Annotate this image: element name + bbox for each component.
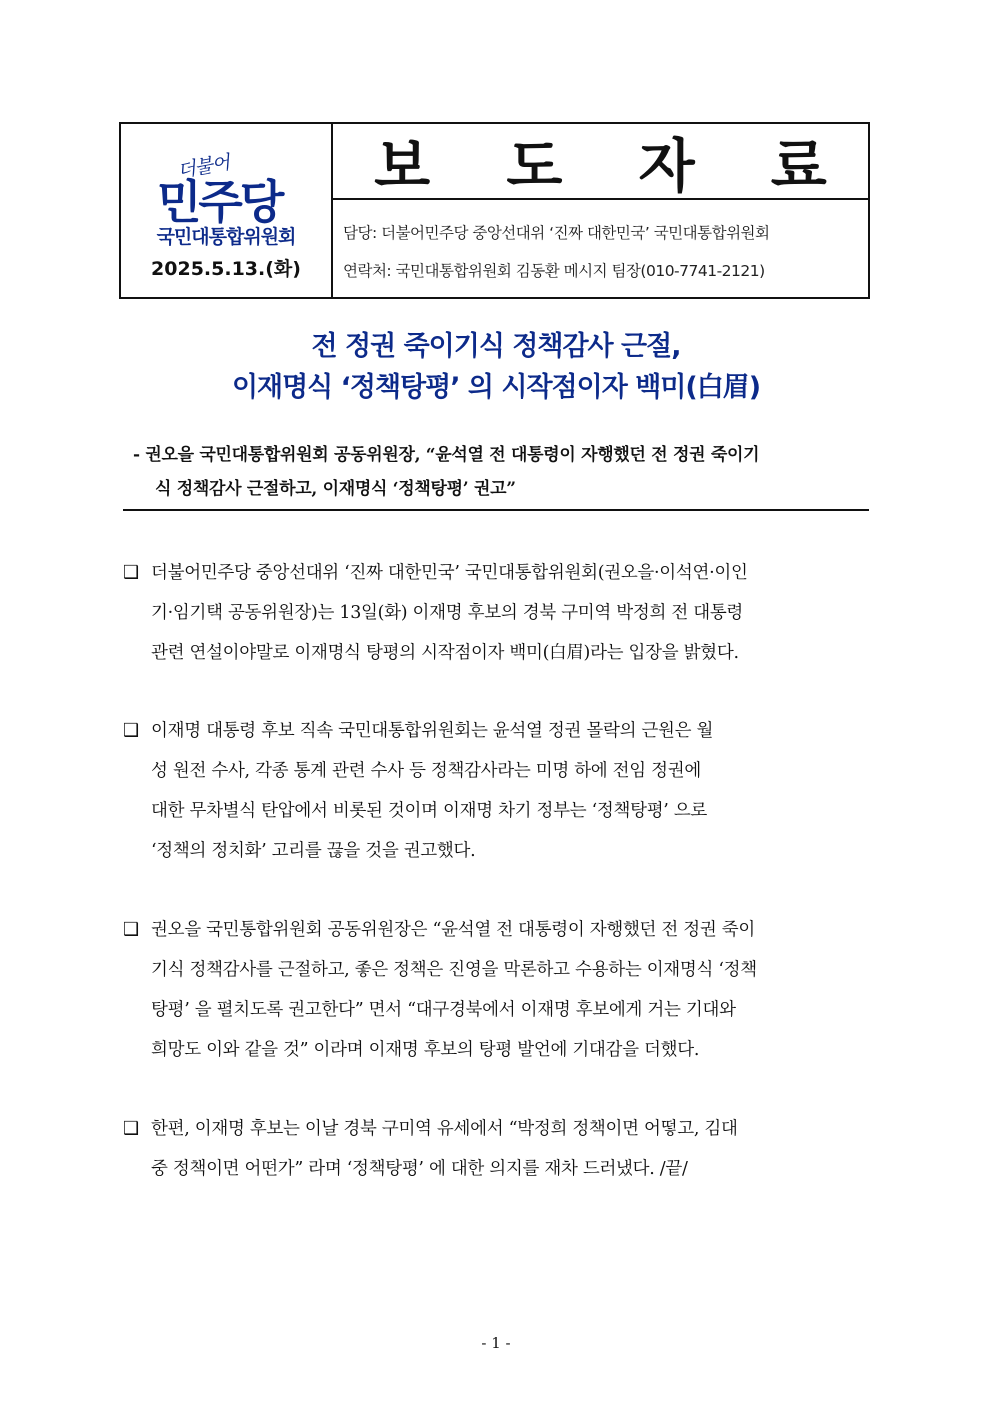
summary — [133, 438, 868, 506]
headline-line-1: 전 정권 죽이기식 정책감사 근절, — [311, 331, 681, 362]
checkbox-bullet-icon: ❑ — [123, 1118, 139, 1139]
committee-name: 국민대통합위원회 — [156, 226, 296, 248]
paragraph-3 — [123, 910, 873, 1070]
paragraph-line: ‘정책의 정치화’ 고리를 끊을 것을 권고했다. — [151, 841, 476, 861]
paragraph-line: 권오을 국민통합위원회 공동위원장은 “윤석열 전 대통령이 자행했던 전 정권 죽이 — [151, 920, 755, 940]
summary-divider — [123, 509, 869, 511]
paragraph-line: 희망도 이와 같을 것” 이라며 이재명 후보의 탕평 발언에 기대감을 더했다. — [151, 1040, 700, 1060]
paragraph-1 — [123, 553, 873, 673]
paragraph-line: 기식 정책감사를 근절하고, 좋은 정책은 진영을 막론하고 수용하는 이재명식 ‘정책 — [151, 960, 757, 980]
paragraph-4 — [123, 1109, 873, 1189]
page-number: - 1 - — [481, 1334, 511, 1352]
headline — [0, 326, 992, 408]
release-date: 2025.5.13.(화) — [151, 258, 301, 280]
paragraph-line: 대한 무차별식 탄압에서 비롯된 것이며 이재명 차기 정부는 ‘정책탕평’ 으로 — [151, 801, 708, 821]
paragraph-line: 기·임기택 공동위원장)는 13일(화) 이재명 후보의 경북 구미역 박정희 전 대통령 — [151, 603, 744, 623]
paragraph-line: 한편, 이재명 후보는 이날 경북 구미역 유세에서 “박정희 정책이면 어떻고, 김대 — [151, 1119, 738, 1139]
summary-line-1: - 권오을 국민대통합위원회 공동위원장, “윤석열 전 대통령이 자행했던 전 정권 죽이기 — [133, 445, 760, 465]
paragraph-2 — [123, 711, 873, 871]
party-logo-cell — [121, 124, 333, 297]
headline-line-2: 이재명식 ‘정책탕평’ 의 시작점이자 백미(白眉) — [231, 372, 761, 403]
paragraph-line: 중 정책이면 어떤가” 라며 ‘정책탕평’ 에 대한 의지를 재차 드러냈다. /끝/ — [151, 1159, 688, 1179]
checkbox-bullet-icon: ❑ — [123, 562, 139, 583]
paragraph-line: 더불어민주당 중앙선대위 ‘진짜 대한민국’ 국민대통합위원회(권오을·이석연·이인 — [151, 563, 748, 583]
summary-line-2: 식 정책감사 근절하고, 이재명식 ‘정책탕평’ 권고” — [155, 479, 516, 499]
press-header-box — [119, 122, 870, 299]
paragraph-line: 탕평’ 을 펼치도록 권고한다” 면서 “대구경북에서 이재명 후보에게 거는 기대와 — [151, 1000, 736, 1020]
paragraph-line: 이재명 대통령 후보 직속 국민대통합위원회는 윤석열 정권 몰락의 근원은 월 — [151, 721, 714, 741]
paragraph-line: 관련 연설이야말로 이재명식 탕평의 시작점이자 백미(白眉)라는 입장을 밝혔다. — [151, 643, 739, 663]
contact-line-manager: 담당: 더불어민주당 중앙선대위 ‘진짜 대한민국’ 국민대통합위원회 — [343, 224, 770, 242]
contact-line-phone: 연락처: 국민대통합위원회 김동환 메시지 팀장(010-7741-2121) — [343, 262, 765, 280]
logo-small-text: 더불어 — [175, 151, 231, 183]
checkbox-bullet-icon: ❑ — [123, 720, 139, 741]
paragraph-line: 성 원전 수사, 각종 통계 관련 수사 등 정책감사라는 미명 하에 전임 정권에 — [151, 761, 701, 781]
contact-info — [333, 200, 868, 290]
party-logo: 민주당 — [157, 175, 282, 229]
press-release-title: 보 도 자 료 — [333, 124, 868, 200]
checkbox-bullet-icon: ❑ — [123, 919, 139, 940]
title-contact-cell — [333, 124, 868, 297]
